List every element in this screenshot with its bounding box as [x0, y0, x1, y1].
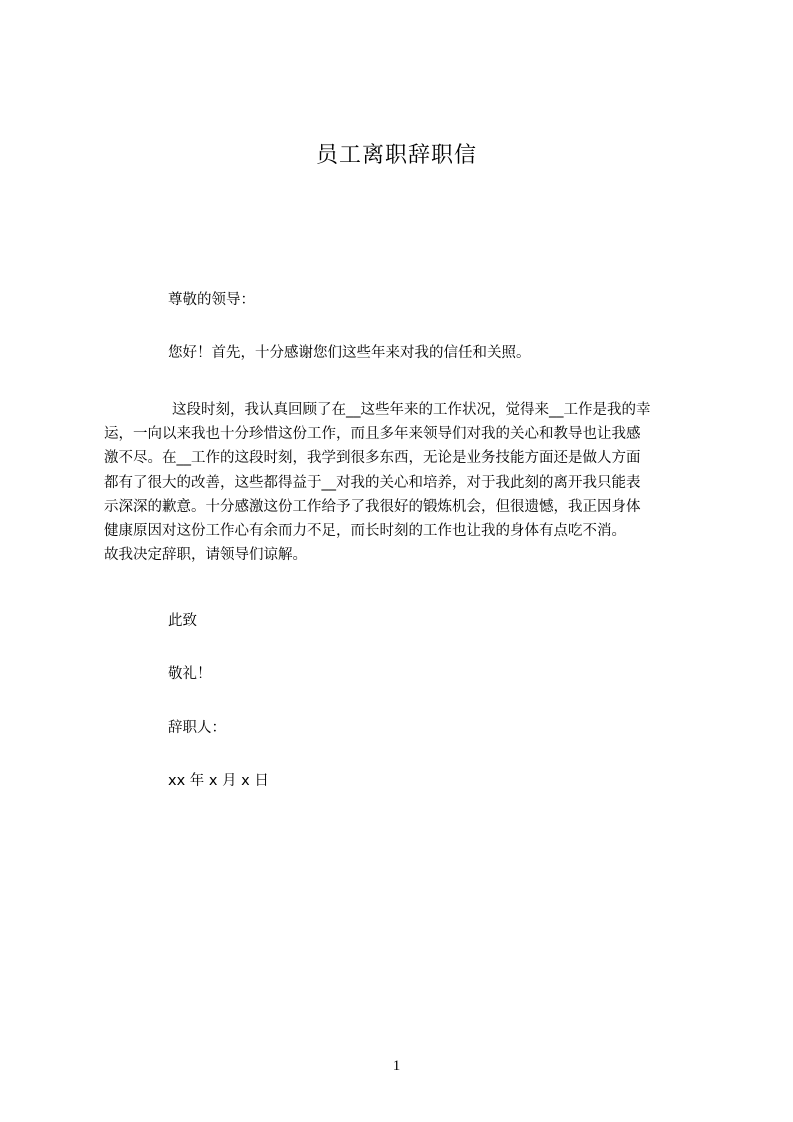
closing-ci-zhi: 此致: [168, 613, 197, 629]
body-line: 健康原因对这份工作心有余而力不足，而长时刻的工作也让我的身体有点吃不消。: [104, 523, 626, 540]
salutation: 尊敬的领导：: [168, 292, 255, 308]
body-line: 故我决定辞职，请领导们谅解。: [104, 547, 307, 564]
body-line: 这段时刻，我认真回顾了在__这些年来的工作状况，觉得来__工作是我的幸: [172, 402, 651, 418]
greeting-line: 您好！首先，十分感谢您们这些年来对我的信任和关照。: [168, 345, 531, 361]
document-title: 员工离职辞职信: [315, 143, 477, 168]
body-paragraph: [104, 398, 700, 567]
body-line: 运，一向以来我也十分珍惜这份工作，而且多年来领导们对我的关心和教导也让我感: [104, 426, 641, 443]
closing-jing-li: 敬礼！: [168, 666, 212, 682]
body-line: 示深深的歉意。十分感激这份工作给予了我很好的锻炼机会，但很遗憾，我正因身体: [104, 498, 641, 515]
body-line: 激不尽。在__工作的这段时刻，我学到很多东西，无论是业务技能方面还是做人方面: [104, 450, 641, 467]
signature-label: 辞职人：: [168, 720, 226, 736]
letter-date: xx 年 x 月 x 日: [168, 773, 269, 789]
page-number: 1: [392, 1058, 401, 1074]
body-line: 都有了很大的改善，这些都得益于__对我的关心和培养，对于我此刻的离开我只能表: [104, 474, 641, 491]
